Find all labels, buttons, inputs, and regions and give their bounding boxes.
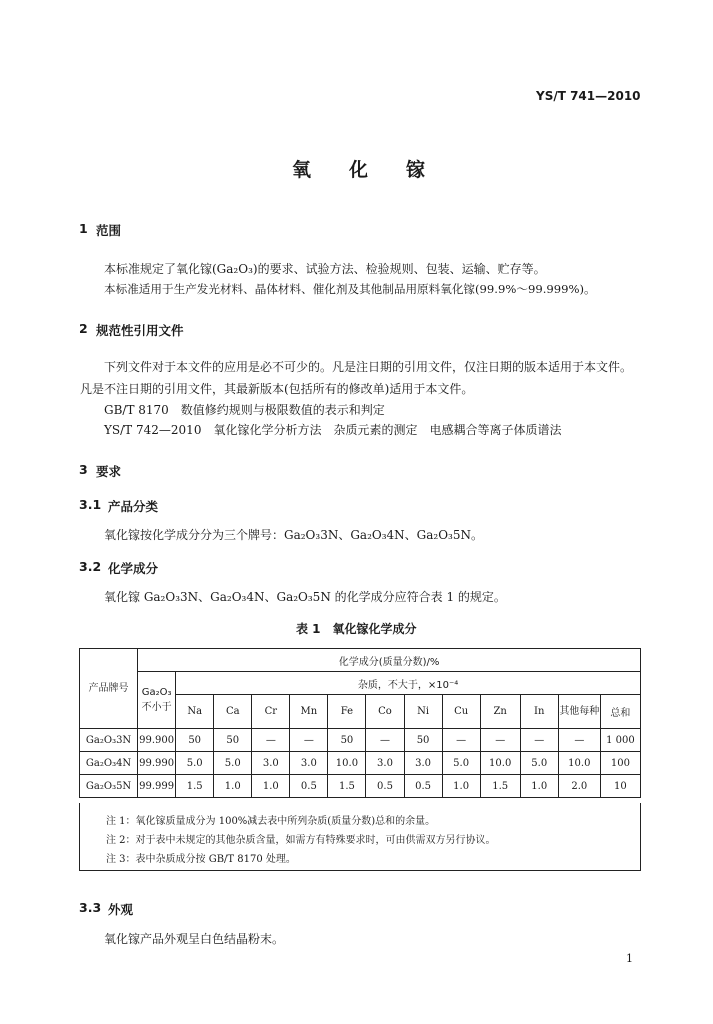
header-element-fe: Fe — [328, 695, 366, 729]
header-total: 总和 — [600, 695, 640, 729]
section-1-number: 1 — [79, 221, 88, 236]
section-3-1-heading: 产品分类 — [108, 499, 159, 514]
page-number: 1 — [626, 952, 633, 965]
table-note-3: 注 3：表中杂质成分按 GB/T 8170 处理。 — [106, 854, 296, 865]
section-3-2-para: 氧化镓 Ga₂O₃3N、Ga₂O₃4N、Ga₂O₃5N 的化学成分应符合表 1 的规定。 — [104, 590, 506, 604]
value-cell: 1.5 — [480, 775, 520, 798]
section-2-heading: 规范性引用文件 — [96, 323, 184, 338]
table-note-1: 注 1：氧化镓质量成分为 100%减去表中所列杂质(质量分数)总和的余量。 — [106, 816, 436, 827]
value-cell: 10.0 — [480, 752, 520, 775]
value-cell: 1 000 — [600, 729, 640, 752]
value-cell: — — [366, 729, 404, 752]
value-cell: 10.0 — [558, 752, 600, 775]
section-3-1-para: 氧化镓按化学成分分为三个牌号：Ga₂O₃3N、Ga₂O₃4N、Ga₂O₃5N。 — [104, 528, 484, 542]
section-1-para-1: 本标准规定了氧化镓(Ga₂O₃)的要求、试验方法、检验规则、包装、运输、贮存等。 — [104, 262, 546, 276]
section-1-para-2: 本标准适用于生产发光材料、晶体材料、催化剂及其他制品用原料氧化镓(99.9%～99.999%)。 — [104, 282, 596, 296]
chemical-composition-table — [79, 648, 641, 798]
section-3-2-number: 3.2 — [79, 559, 102, 574]
section-3-3-para: 氧化镓产品外观呈白色结晶粉末。 — [104, 932, 285, 946]
value-cell: 3.0 — [404, 752, 442, 775]
value-cell: 2.0 — [558, 775, 600, 798]
section-1-heading: 范围 — [96, 223, 122, 238]
header-product-grade: 产品牌号 — [80, 649, 138, 729]
value-cell: — — [520, 729, 558, 752]
section-3-2-heading: 化学成分 — [108, 561, 159, 576]
header-element-na: Na — [176, 695, 214, 729]
table-1-caption: 表 1 氧化镓化学成分 — [296, 622, 417, 636]
header-other-each: 其他每种 — [558, 695, 600, 729]
table-row — [80, 775, 641, 798]
reference-gb-t-8170: GB/T 8170 数值修约规则与极限数值的表示和判定 — [104, 403, 385, 417]
value-cell: 10.0 — [328, 752, 366, 775]
value-cell: 0.5 — [290, 775, 328, 798]
value-cell: 3.0 — [366, 752, 404, 775]
header-element-cr: Cr — [252, 695, 290, 729]
header-element-cu: Cu — [442, 695, 480, 729]
section-3-1-number: 3.1 — [79, 497, 102, 512]
grade-cell: Ga₂O₃5N — [80, 775, 138, 798]
reference-ys-t-742: YS/T 742—2010 氧化镓化学分析方法 杂质元素的测定 电感耦合等离子体质谱法 — [104, 423, 562, 437]
section-3-3-heading: 外观 — [108, 902, 134, 917]
section-3-number: 3 — [79, 462, 88, 477]
value-cell: 50 — [328, 729, 366, 752]
value-cell: — — [252, 729, 290, 752]
header-element-ni: Ni — [404, 695, 442, 729]
value-cell: 1.5 — [176, 775, 214, 798]
ga2o3-cell: 99.999 — [138, 775, 176, 798]
table-row — [80, 729, 641, 752]
table-notes — [79, 803, 641, 871]
header-chemical-composition: 化学成分(质量分数)/% — [138, 649, 641, 672]
header-impurities: 杂质，不大于，×10⁻⁴ — [176, 672, 641, 695]
grade-cell: Ga₂O₃4N — [80, 752, 138, 775]
ga2o3-cell: 99.990 — [138, 752, 176, 775]
standard-number: YS/T 741—2010 — [536, 89, 641, 103]
value-cell: — — [558, 729, 600, 752]
value-cell: 50 — [404, 729, 442, 752]
value-cell: 1.0 — [252, 775, 290, 798]
value-cell: 0.5 — [366, 775, 404, 798]
value-cell: 3.0 — [290, 752, 328, 775]
value-cell: 10 — [600, 775, 640, 798]
header-element-ca: Ca — [214, 695, 252, 729]
value-cell: 5.0 — [176, 752, 214, 775]
section-2-number: 2 — [79, 321, 88, 336]
value-cell: 5.0 — [520, 752, 558, 775]
header-ga2o3-min: Ga₂O₃不小于 — [138, 672, 176, 729]
header-element-in: In — [520, 695, 558, 729]
header-element-co: Co — [366, 695, 404, 729]
value-cell: 3.0 — [252, 752, 290, 775]
grade-cell: Ga₂O₃3N — [80, 729, 138, 752]
value-cell: 1.0 — [520, 775, 558, 798]
value-cell: 50 — [176, 729, 214, 752]
value-cell: 50 — [214, 729, 252, 752]
value-cell: 1.0 — [214, 775, 252, 798]
value-cell: — — [290, 729, 328, 752]
value-cell: 1.0 — [442, 775, 480, 798]
ga2o3-cell: 99.900 — [138, 729, 176, 752]
header-element-zn: Zn — [480, 695, 520, 729]
value-cell: 0.5 — [404, 775, 442, 798]
section-3-3-number: 3.3 — [79, 900, 102, 915]
value-cell: — — [480, 729, 520, 752]
value-cell: 1.5 — [328, 775, 366, 798]
value-cell: 100 — [600, 752, 640, 775]
section-3-heading: 要求 — [96, 464, 122, 479]
document-title: 氧 化 镓 — [292, 159, 426, 181]
value-cell: 5.0 — [442, 752, 480, 775]
table-note-2: 注 2：对于表中未规定的其他杂质含量，如需方有特殊要求时，可由供需双方另行协议。 — [106, 835, 496, 846]
table-row — [80, 752, 641, 775]
value-cell: — — [442, 729, 480, 752]
section-2-para-1: 下列文件对于本文件的应用是必不可少的。凡是注日期的引用文件，仅注日期的版本适用于本文件。凡是不注日期的引用文件，其最新版本(包括所有的修改单)适用于本文件。 — [80, 360, 633, 396]
header-element-mn: Mn — [290, 695, 328, 729]
value-cell: 5.0 — [214, 752, 252, 775]
